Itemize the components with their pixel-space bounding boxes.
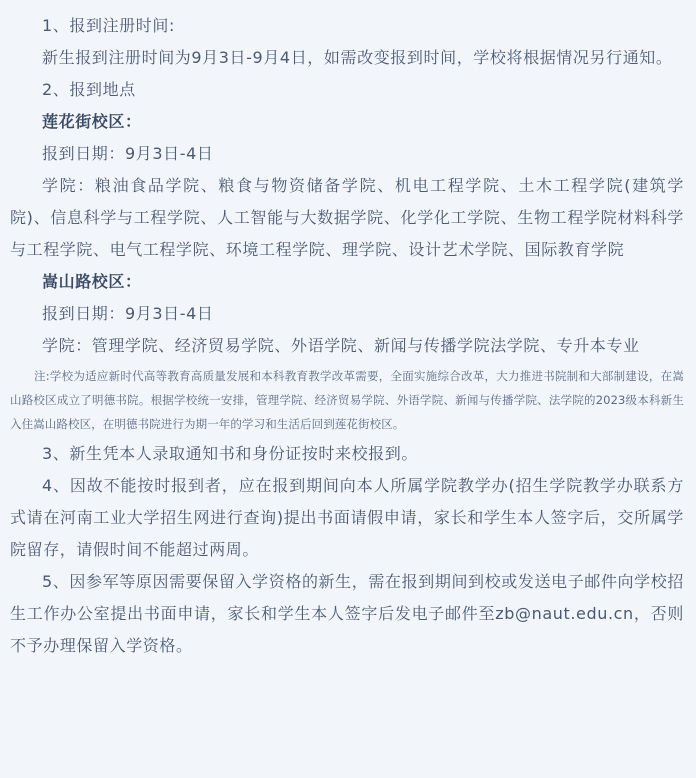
campus-songshan-heading: 嵩山路校区： [42,272,142,291]
campus-note: 注:学校为适应新时代高等教育高质量发展和本科教育教学改革需要，全面实施综合改革，大力推进书院制和大部制建设，在嵩山路校区成立了明德书院。根据学校统一安排，管理学院、经济贸易学院、外语学院、新闻与传播学院、法学院的2023级本科新生入住嵩山路校区，在明德书院进行为期一年的学习和生活后回到莲花街校区。 [10,369,684,431]
campus-lianhua-date: 报到日期：9月3日-4日 [42,144,214,163]
section-3: 3、新生凭本人录取通知书和身份证按时来校报到。 [42,444,418,463]
section-4: 4、因故不能按时报到者，应在报到期间向本人所属学院教学办(招生学院教学办联系方式请在河南工业大学招生网进行查询)提出书面请假申请，家长和学生本人签字后，交所属学院留存，请假时间不能超过两周。 [10,476,684,559]
section-1-title: 1、报到注册时间: [42,16,175,35]
campus-songshan-colleges: 学院：管理学院、经济贸易学院、外语学院、新闻与传播学院法学院、专升本专业 [42,336,640,355]
campus-lianhua-heading: 莲花街校区： [42,112,142,131]
section-1-body: 新生报到注册时间为9月3日-9月4日，如需改变报到时间，学校将根据情况另行通知。 [42,48,673,67]
campus-lianhua-colleges: 学院：粮油食品学院、粮食与物资储备学院、机电工程学院、土木工程学院(建筑学院)、信息科学与工程学院、人工智能与大数据学院、化学化工学院、生物工程学院材料科学与工程学院、电气工程学院、环境工程学院、理学院、设计艺术学院、国际教育学院 [10,176,684,259]
section-5: 5、因参军等原因需要保留入学资格的新生，需在报到期间到校或发送电子邮件向学校招生工作办公室提出书面申请，家长和学生本人签字后发电子邮件至zb@naut.edu.cn，否则不予办理保留入学资格。 [10,572,684,655]
campus-songshan-date: 报到日期：9月3日-4日 [42,304,214,323]
section-2-title: 2、报到地点 [42,80,136,99]
